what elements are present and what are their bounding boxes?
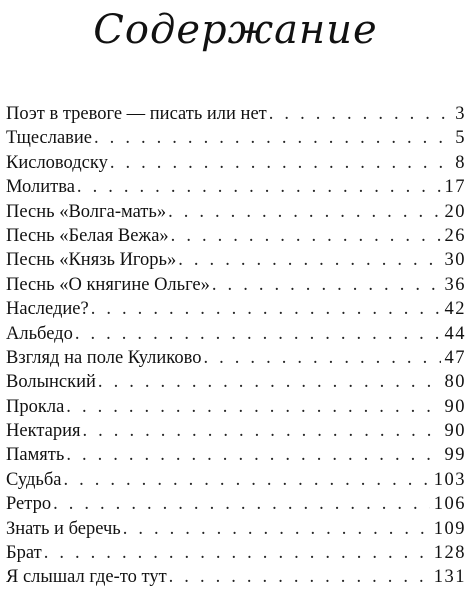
toc-entry-title: Молитва (6, 177, 75, 198)
toc-entry-page: 90 (444, 421, 466, 442)
toc-entry-title: Память (6, 445, 65, 466)
toc-entry-title: Песнь «О княгине Ольге» (6, 274, 210, 295)
toc-entry-title: Волынский (6, 372, 96, 393)
toc-entry[interactable] (6, 200, 466, 224)
toc-entry[interactable] (6, 565, 466, 589)
toc-entry[interactable] (6, 370, 466, 394)
toc-entry[interactable] (6, 322, 466, 346)
toc-entry-title: Наследие? (6, 299, 89, 320)
toc-entry[interactable] (6, 126, 466, 150)
toc-entry-page: 17 (444, 177, 466, 198)
toc-entry-page: 26 (444, 225, 466, 246)
toc-dot-leader (110, 151, 451, 175)
toc-dot-leader (178, 248, 440, 272)
toc-dot-leader (171, 224, 441, 248)
toc-entry[interactable] (6, 151, 466, 175)
toc-entry-page: 36 (444, 274, 466, 295)
toc-entry[interactable] (6, 468, 466, 492)
toc-entry[interactable] (6, 175, 466, 199)
toc-dot-leader (169, 565, 430, 589)
toc-entry-title: Поэт в тревоге — писать или нет (6, 104, 267, 124)
toc-entry-title: Песнь «Белая Вежа» (6, 225, 169, 246)
toc-entry-title: Тщеславие (6, 128, 93, 149)
toc-entry-title: Альбедо (6, 323, 73, 344)
toc-entry-title: Кисловодску (6, 152, 108, 173)
toc-entry[interactable] (6, 102, 466, 126)
toc-entry-page: 5 (455, 128, 466, 149)
toc-entry[interactable] (6, 541, 466, 565)
toc-entry[interactable] (6, 419, 466, 443)
toc-dot-leader (83, 419, 441, 443)
toc-entry-title: Ретро (6, 494, 52, 515)
toc-dot-leader (53, 492, 430, 516)
toc-entry-page: 30 (444, 250, 466, 271)
toc-dot-leader (94, 126, 451, 150)
toc-entry[interactable] (6, 517, 466, 541)
toc-dot-leader (63, 468, 429, 492)
toc-entry-page: 103 (433, 469, 466, 490)
toc-entry-title: Судьба (6, 469, 62, 490)
toc-entry-page: 20 (444, 201, 466, 222)
toc-entry-title: Песнь «Князь Игорь» (6, 250, 177, 271)
toc-entry[interactable] (6, 443, 466, 467)
toc-dot-leader (75, 322, 441, 346)
toc-entry-page: 90 (444, 396, 466, 417)
page-title: Содержание (93, 7, 378, 53)
toc-entry-page: 106 (433, 494, 466, 515)
toc-entry-title: Брат (6, 543, 42, 564)
toc-dot-leader (77, 175, 441, 199)
toc-entry-page: 8 (455, 152, 466, 173)
toc-entry-title: Прокла (6, 396, 65, 417)
toc-entry-title: Я слышал где-то тут (6, 567, 167, 588)
toc-entry[interactable] (6, 395, 466, 419)
toc-entry-page: 42 (444, 299, 466, 320)
toc-dot-leader (269, 102, 451, 126)
toc-entry-page: 99 (444, 445, 466, 466)
toc-dot-leader (168, 200, 440, 224)
toc-entry[interactable] (6, 248, 466, 272)
toc-dot-leader (66, 395, 440, 419)
toc-entry-page: 131 (433, 567, 466, 588)
table-of-contents (6, 102, 466, 590)
toc-entry-page: 109 (433, 518, 466, 539)
toc-entry-page: 44 (444, 323, 466, 344)
toc-entry[interactable] (6, 346, 466, 370)
toc-entry[interactable] (6, 224, 466, 248)
toc-dot-leader (66, 443, 440, 467)
toc-entry-page: 128 (433, 543, 466, 564)
toc-entry-title: Нектария (6, 421, 81, 442)
toc-dot-leader (91, 297, 441, 321)
toc-dot-leader (44, 541, 430, 565)
toc-dot-leader (123, 517, 430, 541)
toc-entry-page: 47 (444, 347, 466, 368)
toc-dot-leader (212, 273, 441, 297)
toc-entry[interactable] (6, 273, 466, 297)
toc-entry-page: 3 (455, 104, 466, 124)
toc-entry-title: Знать и беречь (6, 518, 121, 539)
toc-entry[interactable] (6, 297, 466, 321)
toc-dot-leader (203, 346, 440, 370)
toc-entry-title: Песнь «Волга-мать» (6, 201, 167, 222)
toc-entry-page: 80 (444, 372, 466, 393)
toc-dot-leader (98, 370, 441, 394)
toc-entry[interactable] (6, 492, 466, 516)
toc-entry-title: Взгляд на поле Куликово (6, 347, 202, 368)
